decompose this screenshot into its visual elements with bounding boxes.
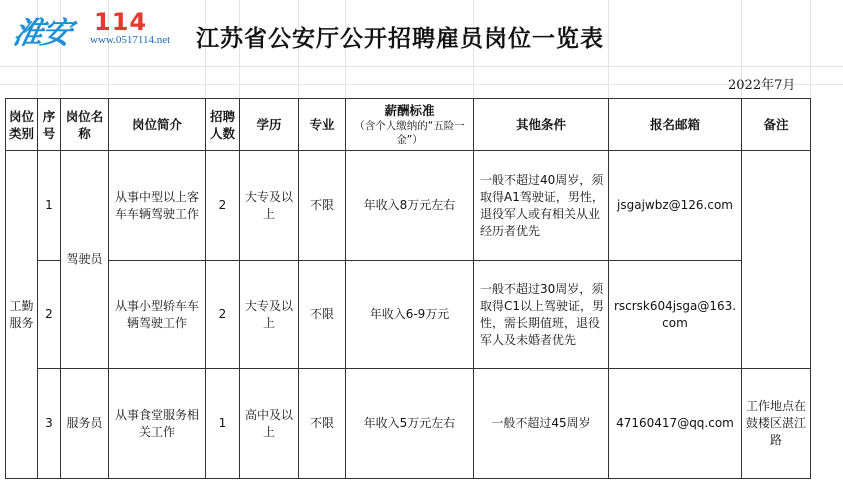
row-email: jsgajwbz@126.com <box>609 151 742 261</box>
row-email: rscrsk604jsga@163.com <box>609 261 742 369</box>
row-no: 3 <box>38 369 61 479</box>
header-salary-note: （含个人缴纳的“五险一金”） <box>354 120 465 146</box>
header-no: 序号 <box>38 99 61 151</box>
row-remarks <box>742 151 811 369</box>
header-count: 招聘人数 <box>206 99 240 151</box>
logo-number: 114 <box>94 8 148 36</box>
header-remarks: 备注 <box>742 99 811 151</box>
row-major: 不限 <box>299 151 346 261</box>
row-count: 1 <box>206 369 240 479</box>
row-remarks: 工作地点在鼓楼区湛江路 <box>742 369 811 479</box>
logo-script: 淮安 <box>9 16 73 51</box>
logo-url: www.0517114.net <box>90 34 171 46</box>
row-salary: 年收入8万元左右 <box>346 151 474 261</box>
row-education: 大专及以上 <box>240 151 299 261</box>
positions-table <box>5 98 811 479</box>
row-intro: 从事中型以上客车车辆驾驶工作 <box>109 151 206 261</box>
row-education: 高中及以上 <box>240 369 299 479</box>
row-salary: 年收入5万元左右 <box>346 369 474 479</box>
header-row <box>6 99 811 151</box>
header-major: 专业 <box>299 99 346 151</box>
row-intro: 从事小型轿车车辆驾驶工作 <box>109 261 206 369</box>
row-education: 大专及以上 <box>240 261 299 369</box>
header-salary <box>346 99 474 151</box>
header-email: 报名邮箱 <box>609 99 742 151</box>
header-conditions: 其他条件 <box>474 99 609 151</box>
header-category: 岗位类别 <box>6 99 38 151</box>
table-row <box>6 369 811 479</box>
header-education: 学历 <box>240 99 299 151</box>
category-cell: 工勤服务 <box>6 151 38 479</box>
row-no: 1 <box>38 151 61 261</box>
table-row <box>6 151 811 261</box>
row-conditions: 一般不超过30周岁，须取得C1以上驾驶证，男性，需长期值班，退役军人及未婚者优先 <box>474 261 609 369</box>
row-major: 不限 <box>299 261 346 369</box>
row-conditions: 一般不超过40周岁，须取得A1驾驶证，男性，退役军人或有相关从业经历者优先 <box>474 151 609 261</box>
document-title: 江苏省公安厅公开招聘雇员岗位一览表 <box>196 26 604 52</box>
row-intro: 从事食堂服务相关工作 <box>109 369 206 479</box>
row-count: 2 <box>206 261 240 369</box>
site-logo <box>10 6 180 52</box>
row-no: 2 <box>38 261 61 369</box>
row-count: 2 <box>206 151 240 261</box>
table-row <box>6 261 811 369</box>
row-salary: 年收入6-9万元 <box>346 261 474 369</box>
document-date: 2022年7月 <box>728 78 796 93</box>
header-position: 岗位名称 <box>61 99 109 151</box>
row-position: 驾驶员 <box>61 151 109 369</box>
row-position: 服务员 <box>61 369 109 479</box>
row-major: 不限 <box>299 369 346 479</box>
row-conditions: 一般不超过45周岁 <box>474 369 609 479</box>
header-intro: 岗位简介 <box>109 99 206 151</box>
row-email: 47160417@qq.com <box>609 369 742 479</box>
header-salary-label: 薪酬标准 <box>384 103 435 118</box>
